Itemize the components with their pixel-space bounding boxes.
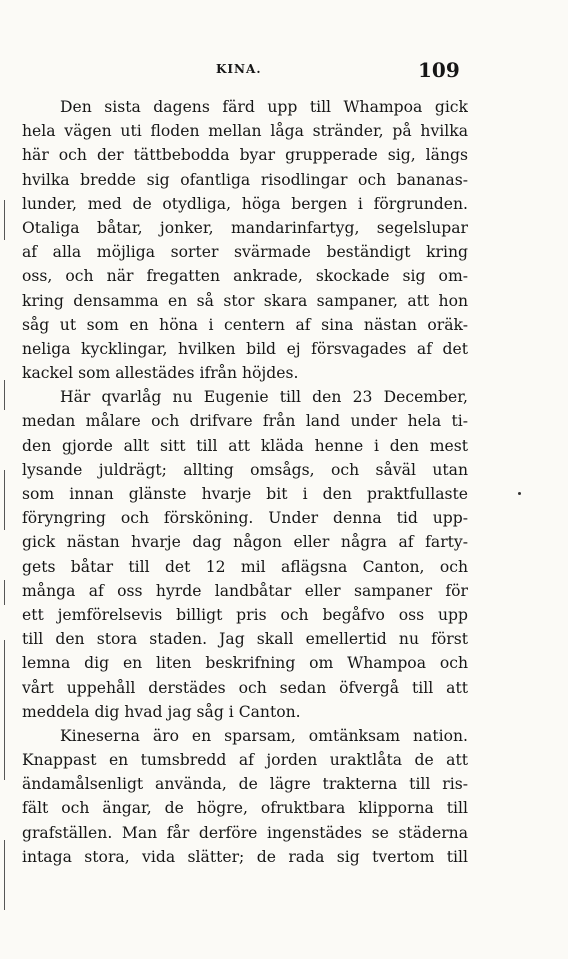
text-line: oss, och när fregatten ankrade, skockade sig om-	[22, 267, 468, 286]
text-line: här och der tättbebodda byar grupperade sig, längs	[22, 146, 468, 165]
text-line: intaga stora, vida slätter; de rada sig tvertom till	[22, 847, 468, 866]
text-line: gick nästan hvarje dag någon eller några af farty-	[22, 533, 468, 552]
text-line: grafställen. Man får derföre ingenstädes se städerna	[22, 823, 468, 842]
text-line: meddela dig hvad jag såg i Canton.	[22, 702, 301, 721]
text-line: ändamålsenligt använda, de lägre trakterna till ris-	[22, 775, 468, 794]
ink-speck	[518, 492, 521, 495]
text-line: Här qvarlåg nu Eugenie till den 23 December,	[60, 388, 468, 407]
text-line: lysande juldrägt; allting omsågs, och såväl utan	[22, 460, 468, 479]
text-line: Den sista dagens färd upp till Whampoa gick	[60, 98, 468, 116]
text-line: lemna dig en liten beskrifning om Whampoa och	[22, 654, 468, 673]
body-text	[22, 95, 468, 869]
text-line: hela vägen uti floden mellan låga stränder, på hvilka	[22, 122, 468, 141]
page-number: 109	[418, 58, 460, 82]
text-line: vårt uppehåll derstädes och sedan öfvergå till att	[22, 678, 468, 697]
binding-edge-marks	[0, 80, 12, 940]
text-line: neliga kycklingar, hvilken bild ej försvagades af det	[22, 339, 468, 358]
text-line: kackel som allestädes ifrån höjdes.	[22, 364, 299, 383]
text-line: till den stora staden. Jag skall emellertid nu först	[22, 630, 468, 649]
text-line: såg ut som en höna i centern af sina nästan oräk-	[22, 315, 468, 334]
text-line: Otaliga båtar, jonker, mandarinfartyg, segelslupar	[22, 218, 468, 237]
text-line: Knappast en tumsbredd af jorden uraktlåta de att	[22, 751, 468, 770]
text-line: föryngring och försköning. Under denna tid upp-	[22, 509, 468, 528]
text-line: den gjorde allt sitt till att kläda henne i den mest	[22, 436, 468, 455]
text-line: många af oss hyrde landbåtar eller sampaner för	[22, 581, 468, 600]
text-line: som innan glänste hvarje bit i den praktfullaste	[22, 485, 468, 503]
text-line: af alla möjliga sorter svärmade beständigt kring	[22, 243, 468, 262]
text-line: lunder, med de otydliga, höga bergen i förgrunden.	[22, 194, 468, 213]
text-line: fält och ängar, de högre, ofruktbara klipporna till	[22, 799, 468, 818]
running-head	[0, 58, 568, 84]
running-title: KINA.	[216, 62, 262, 76]
text-line: gets båtar till det 12 mil aflägsna Canton, och	[22, 557, 468, 576]
text-line: ett jemförelsevis billigt pris och begåfvo oss upp	[22, 605, 468, 624]
text-line: Kineserna äro en sparsam, omtänksam nation.	[60, 726, 468, 745]
text-line: hvilka bredde sig ofantliga risodlingar och bananas-	[22, 170, 468, 189]
text-line: medan målare och drifvare från land under hela ti-	[22, 412, 468, 431]
text-line: kring densamma en så stor skara sampaner, att hon	[22, 291, 468, 310]
